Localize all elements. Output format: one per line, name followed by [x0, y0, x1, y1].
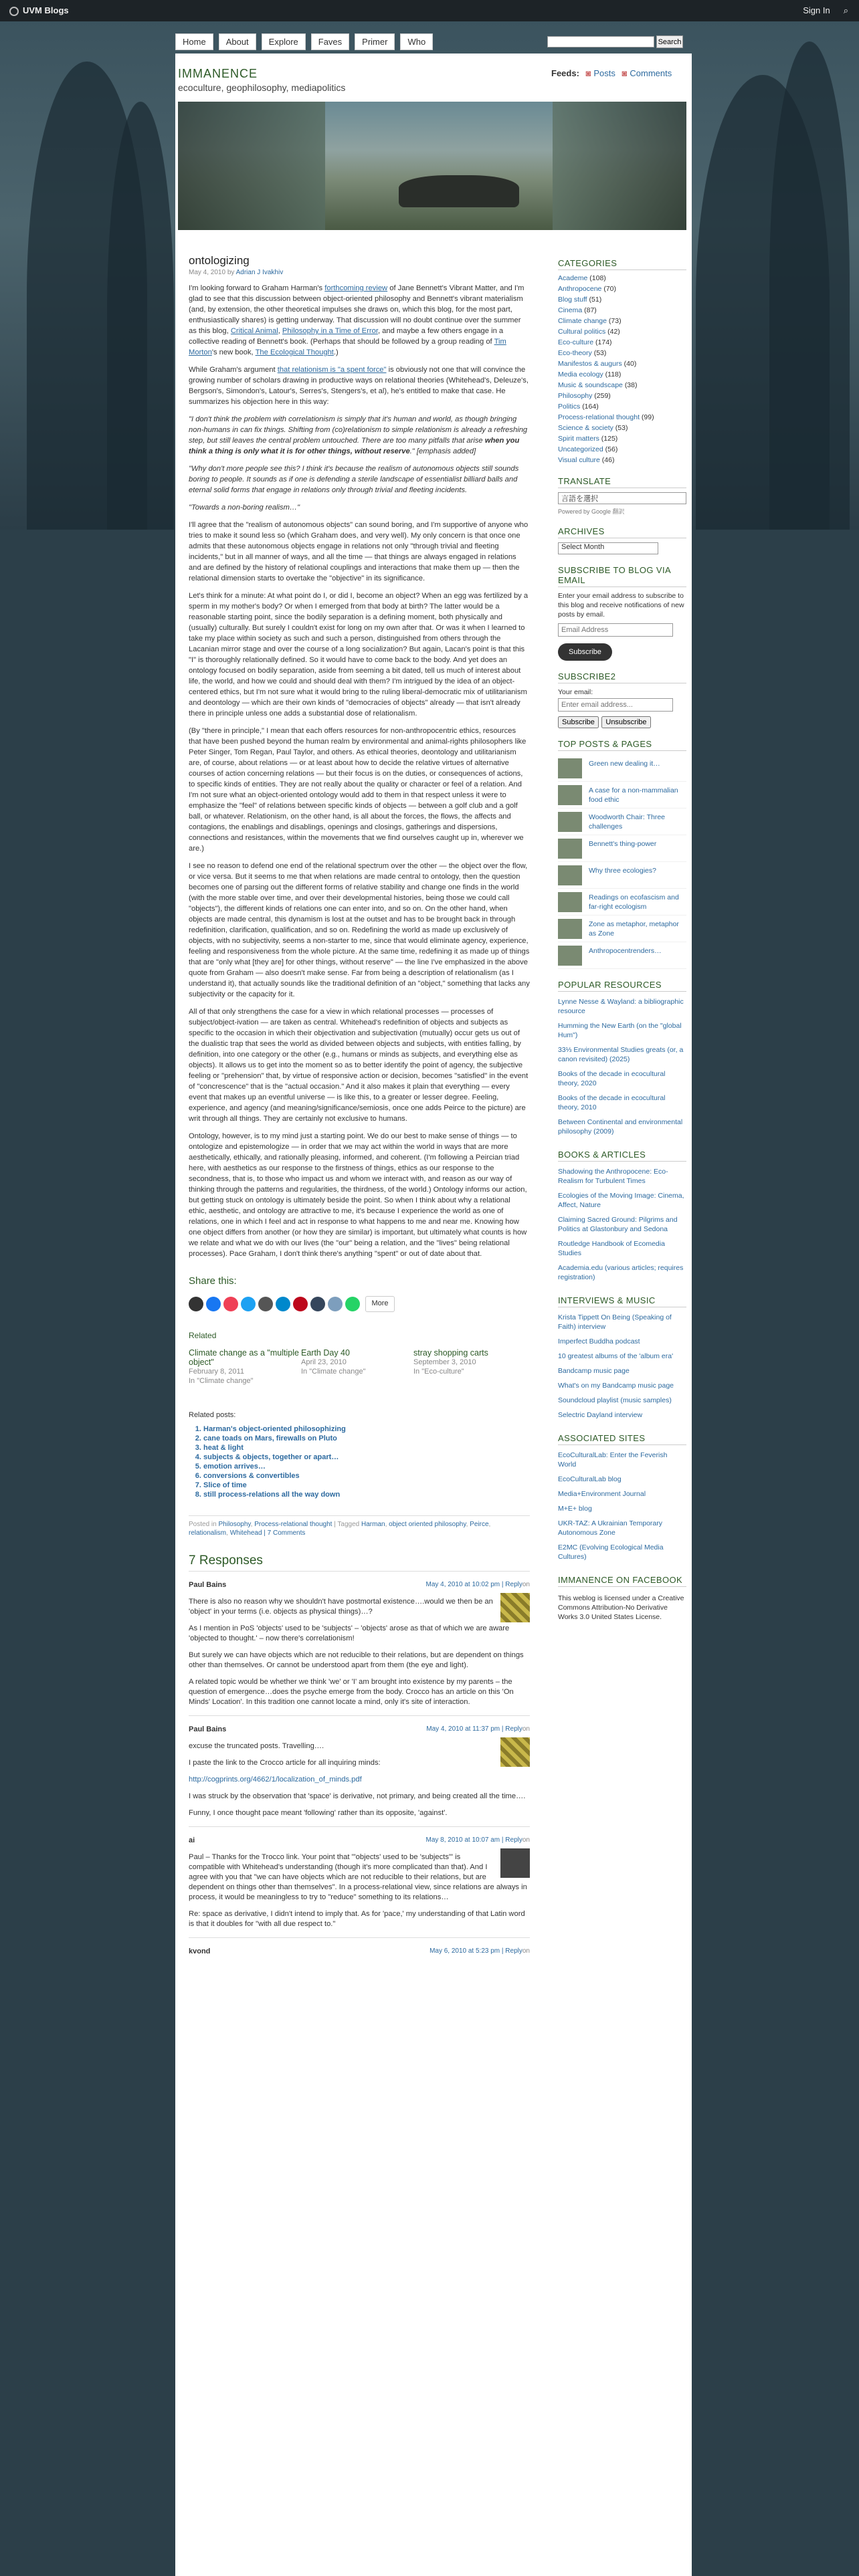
- post-thumbnail: [558, 839, 582, 859]
- category-item[interactable]: Science & society (53): [558, 424, 628, 432]
- unsubscribe-button[interactable]: Unsubscribe: [601, 716, 650, 728]
- avatar: [500, 1737, 530, 1767]
- tab-explore[interactable]: Explore: [262, 33, 306, 50]
- tumblr-share-icon[interactable]: [310, 1297, 325, 1311]
- comment-date-link[interactable]: May 4, 2010 at 11:37 pm: [426, 1725, 500, 1733]
- rss-icon: ◙: [585, 68, 591, 78]
- category-item[interactable]: Cinema (87): [558, 306, 597, 314]
- more-share-button[interactable]: More: [365, 1296, 394, 1312]
- subscribe-heading: SUBSCRIBE TO BLOG VIA EMAIL: [558, 565, 686, 587]
- music-link[interactable]: Imperfect Buddha podcast: [558, 1337, 640, 1346]
- post-meta: [189, 269, 530, 276]
- music-link[interactable]: Soundcloud playlist (music samples): [558, 1396, 672, 1404]
- associated-link[interactable]: Media+Environment Journal: [558, 1490, 646, 1498]
- category-item[interactable]: Academe (108): [558, 274, 606, 282]
- pinterest-share-icon[interactable]: [293, 1297, 308, 1311]
- tag-link[interactable]: Peirce: [470, 1521, 489, 1528]
- categories-heading: CATEGORIES: [558, 258, 686, 270]
- subscribe-text: Enter your email address to subscribe to this blog and receive notifications of new posts by email.: [558, 592, 684, 619]
- page-container: [175, 53, 692, 2576]
- twitter-share-icon[interactable]: [241, 1297, 256, 1311]
- related-post-link[interactable]: 7. Slice of time: [203, 1481, 530, 1490]
- blockquote: "Towards a non-boring realism…": [189, 504, 300, 512]
- related-item[interactable]: Climate change as a "multiple object" February 8, 2011 In "Climate change": [189, 1348, 299, 1385]
- related-post-link[interactable]: 3. heat & light: [203, 1443, 530, 1453]
- spent-force-link[interactable]: that relationism is "a spent force": [277, 366, 387, 374]
- feeds-label: Feeds:: [551, 68, 579, 78]
- facebook-share-icon[interactable]: [206, 1297, 221, 1311]
- paragraph: All of that only strengthens the case for a view in which relational processes — processes of subject/object-ivation — are taken as central. Whitehead's redefinition of objects and subjects as specific to the occasion in which their objectivation and subjectivation (mutually) occur gets us out of the dualistic trap that sees the world as divided between objects and subjects, with entities falling, by definition, into one category or the other (e.g., humans or minds as subjects, and everything else as objects). It allows us to get into the moment so as to better identify the point of agency, the subjective feeling or "prehension" that, by virtue of responsive action or decision, becomes "satisfied" in the event of "concrescence" that is the "actual occasion." And it also makes it plain that everything — every event that makes up an eventful universe — is like this, to a greater or lesser degree. Feeling, experience, and agency (and meaning/significance/semiosis, once one adds Peirce to the picture) are writ through all things. They are certainly not exclusive to humans.: [189, 1008, 529, 1123]
- comment-author: kvond: [189, 1947, 211, 1955]
- reply-link[interactable]: | Reply: [501, 1947, 522, 1955]
- blockquote: "Why don't more people see this? I think it's because the realism of autonomous objects still sounds boring to people. It sounds as if one is defending a sterile landscape of essentialist billiard balls and eternal solid forms that engage in relations only through trivial and fleeting incidents.: [189, 465, 519, 494]
- post-thumbnail: [558, 919, 582, 939]
- email-share-icon[interactable]: [189, 1297, 203, 1311]
- comment: Paul Bains on May 4, 2010 at 10:02 pm | Reply There is also no reason why we shouldn't have postmortal existence….would we then be an 'object' in your terms (i.e. objects as physical things)…? As I mention in PoS 'objects' used to be 'subjects' – 'objects' arose as that of which we are aware 'objected to thought.' – now there's correlationism! But surely we can have objects which are not reducible to their relations, but are dependent on things other than themselves. Or cannot be understood apart from them (the eye and light). A related topic would be whether we think 'we' or 'I' am brought into existence by my parents – the question of emergence…does the psyche emerge from the body. Crocco has an article on this 'On Minds' Location'. In this tradition one cannot locate a mind, only it's site of interaction.: [189, 1572, 530, 1716]
- abandoned-car: [399, 175, 519, 207]
- tag-link[interactable]: object oriented philosophy: [389, 1521, 466, 1528]
- by-label: by: [227, 269, 235, 276]
- powered-by-google: Powered by Google 翻訳: [558, 508, 625, 515]
- crocco-link[interactable]: http://cogprints.org/4662/1/localization_of_minds.pdf: [189, 1776, 362, 1784]
- review-link[interactable]: forthcoming review: [324, 284, 388, 292]
- popular-link[interactable]: Books of the decade in ecocultural theory, 2020: [558, 1070, 666, 1087]
- associated-link[interactable]: M+E+ blog: [558, 1505, 592, 1513]
- comment-date-link[interactable]: May 4, 2010 at 10:02 pm: [425, 1581, 500, 1588]
- category-item[interactable]: Spirit matters (125): [558, 435, 618, 443]
- top-post-item[interactable]: Why three ecologies?: [558, 862, 686, 889]
- subscribe2-email-input[interactable]: [558, 698, 673, 712]
- post-thumbnail: [558, 946, 582, 966]
- comment-date-link[interactable]: May 8, 2010 at 10:07 am: [425, 1836, 500, 1844]
- related-list: [189, 1348, 530, 1402]
- associated-link[interactable]: E2MC (Evolving Ecological Media Cultures): [558, 1543, 664, 1561]
- paragraph: Let's think for a minute: At what point do I, or did I, become an object? When an egg was fertilized by a sperm in my mother's body? Or when I emerged from that body at birth? The latter would be a reasonable starting point, since the bodily separation is a defining moment, both physically and (usually) culturally. But surely I couldn't exist for long on my own after that. Or was it when I learned to take my place within society as such and such a person, distinguished from others through the Lacanian mirror stage and over the course of a long socialization? But again, Lacan's point is that this "I" is thoroughly relationally defined. So it would have to come back to the body. And yet does an ontology focused on bodily separation, aside from seeming a bit dated, tell us much of interest about life, the world, and how we could and should deal with them? I'm intrigued by the idea of an object-centered ethics, but I'm not sure what it would bring to the ruling liberal-democratic mix of utilitarianism and deontology — which are their own kinds of "democracies of objects" already — that isn't already there in principle unless one adds a substantial dose of relationalism.: [189, 592, 529, 718]
- admin-site-name[interactable]: UVM Blogs: [23, 5, 69, 15]
- post-thumbnail: [558, 758, 582, 778]
- license-text: This weblog is licensed under a Creative Commons Attribution-No Derivative Works 3.0 United States License.: [558, 1594, 684, 1621]
- music-link[interactable]: 10 greatest albums of the 'album era': [558, 1352, 674, 1360]
- search-input[interactable]: [547, 36, 654, 47]
- category-item[interactable]: Visual culture (46): [558, 456, 615, 464]
- header-banner-image: [178, 102, 686, 230]
- pocket-share-icon[interactable]: [223, 1297, 238, 1311]
- associated-list: [558, 1448, 686, 1564]
- main-content: [189, 254, 530, 1965]
- critical-animal-link[interactable]: Critical Animal: [230, 327, 278, 335]
- popular-link[interactable]: Humming the New Earth (on the "global Hum"): [558, 1022, 682, 1039]
- paragraph: I'll agree that the "realism of autonomous objects" can sound boring, and I'm supportive of anyone who tries to make it sound less so (which Graham does, and very well). My only concern is that once one admits that these autonomous objects engage in relations not only "through trivial and fleeting incidents," but in all manner of ways, and all the time — that things are always engaged in relations and are defined by the history of relational couplings and interactions that make them up — then the relational dimension starts to overtake the "objective" in its significance.: [189, 521, 529, 582]
- music-link[interactable]: What's on my Bandcamp music page: [558, 1382, 674, 1390]
- associated-heading: ASSOCIATED SITES: [558, 1433, 686, 1445]
- feeds: [551, 68, 676, 78]
- subscribe-button[interactable]: Subscribe: [558, 643, 612, 661]
- related-post-link[interactable]: 8. still process-relations all the way down: [203, 1490, 530, 1499]
- related-item[interactable]: stray shopping carts September 3, 2010 In "Eco-culture": [413, 1348, 488, 1376]
- related-posts: [189, 1411, 530, 1499]
- related-post-link[interactable]: 6. conversions & convertibles: [203, 1471, 530, 1481]
- category-item[interactable]: Climate change (73): [558, 317, 622, 325]
- music-link[interactable]: Selectric Dayland interview: [558, 1411, 643, 1419]
- whatsapp-share-icon[interactable]: [345, 1297, 360, 1311]
- feed-comments-link[interactable]: Comments: [630, 68, 672, 78]
- top-posts-heading: TOP POSTS & PAGES: [558, 739, 686, 751]
- category-item[interactable]: Cultural politics (42): [558, 328, 620, 336]
- wordpress-icon: [9, 7, 19, 16]
- comment: ai on May 8, 2010 at 10:07 am | Reply Paul – Thanks for the Trocco link. Your point that "'objects' used to be 'subjects'" is compatible with Whitehead's understanding (though it's more complicated than that). And I agree with you that "we can have objects which are not reducible to their relations, but are dependent on things other than themselves". In a process-relational view, since relations are always in process, it would be meaningless to try to "reduce" something to its relations… Re: space as derivative, I didn't intend to imply that. As for 'pace,' my understanding of that Latin word is that it doubles for "with all due respect to.": [189, 1827, 530, 1938]
- paragraph: While Graham's argument that relationism is "a spent force" is obviously not one that will convince the growing number of scholars drawing in productive ways on relational theories (Whitehead's, Deleuze's, Bergson's, Simondon's, Latour's, Serres's, Stengers's, et al), he's entitled to make that case. He summarizes his objection here in this way:: [189, 366, 529, 406]
- post-body: [189, 283, 530, 1259]
- book-link[interactable]: Claiming Sacred Ground: Pilgrims and Politics at Glastonbury and Sedona: [558, 1216, 678, 1233]
- share-heading: Share this:: [189, 1275, 237, 1287]
- top-post-item[interactable]: Anthropocentrenders…: [558, 942, 686, 969]
- tim-morton-link[interactable]: Tim Morton: [189, 338, 506, 356]
- book-link[interactable]: Academia.edu (various articles; requires registration): [558, 1264, 684, 1281]
- paragraph: (By "there in principle," I mean that each offers resources for non-anthropocentric ethics, resources that have been pushed beyond the human realm by environmental and animal-rights philosophers like Peter Singer, Tom Regan, Paul Taylor, and others. As ethical theories, deontology and utilitarianism are, of course, about relations — or at least about how to decide the relative virtues of alternative courses of action concerning relations — but their focus is on the duties, or consequences of actions, to specific kinds of entities. They are not really about the quality or character or feel of a relation. And I'm not sure what an object-oriented ontology would add to them in that respect unless it were to emphasize the "feel" of relations between specific kinds of objects — between a golf club and a golf ball, or whatever. Relationism, on the other hand, is all about the forces, the flows, the affects and contagions, the enablings and disablings, openings and closings, gatherings and dispersions, connections and resistances, within the movements that we find ourselves caught up in, wherever we are.): [189, 727, 527, 853]
- category-item[interactable]: Manifestos & augurs (40): [558, 360, 637, 368]
- subscribe2-heading: SUBSCRIBE2: [558, 671, 686, 683]
- related-item[interactable]: Earth Day 40 April 23, 2010 In "Climate change": [301, 1348, 366, 1376]
- reply-link[interactable]: | Reply: [501, 1581, 522, 1588]
- comment-author: Paul Bains: [189, 1725, 227, 1733]
- paragraph: I'm looking forward to Graham Harman's forthcoming review of Jane Bennett's Vibrant Matter, and I'm glad to see that this discussion between object-oriented philosophy and Bennett's vibrant materialism (and, by extension, the other theoretical impulses she draws on, which this blog, for the most part, enthusiastically shares) is getting underway. That discussion will no doubt continue over the summer as this blog, Critical Animal, Philosophy in a Time of Error, and maybe a few others engage in a collective reading of Bennett's book. (Perhaps that should be followed by a group reading of Tim Morton's new book, The Ecological Thought.): [189, 284, 524, 356]
- reply-link[interactable]: | Reply: [501, 1725, 522, 1733]
- tab-faves[interactable]: Faves: [311, 33, 349, 50]
- music-link[interactable]: Bandcamp music page: [558, 1367, 630, 1375]
- post-thumbnail: [558, 785, 582, 805]
- print-share-icon[interactable]: [258, 1297, 273, 1311]
- tab-about[interactable]: About: [219, 33, 256, 50]
- top-post-item[interactable]: Zone as metaphor, metaphor as Zone: [558, 916, 686, 942]
- categories-list: [558, 273, 686, 465]
- tag-link[interactable]: Whitehead: [229, 1529, 262, 1537]
- archives-heading: ARCHIVES: [558, 526, 686, 538]
- archives-select[interactable]: Select Month: [558, 542, 658, 554]
- post-thumbnail: [558, 812, 582, 832]
- site-title[interactable]: IMMANENCE: [178, 67, 258, 80]
- feed-posts-link[interactable]: Posts: [593, 68, 615, 78]
- responses-heading: 7 Responses: [189, 1553, 530, 1572]
- avatar: [500, 1848, 530, 1878]
- email-input[interactable]: [558, 623, 673, 637]
- tab-home[interactable]: Home: [175, 33, 213, 50]
- music-list: [558, 1310, 686, 1422]
- philosophy-error-link[interactable]: Philosophy in a Time of Error: [282, 327, 378, 335]
- top-post-item[interactable]: Woodworth Chair: Three challenges: [558, 809, 686, 835]
- facebook-heading[interactable]: IMMANENCE ON FACEBOOK: [558, 1575, 686, 1587]
- book-link[interactable]: Shadowing the Anthropocene: Eco-Realism for Turbulent Times: [558, 1168, 668, 1185]
- popular-link[interactable]: Lynne Nesse & Wayland: a bibliographic resource: [558, 998, 684, 1015]
- related-post-link[interactable]: 1. Harman's object-oriented philosophizing: [203, 1424, 530, 1434]
- post-title[interactable]: ontologizing: [189, 254, 250, 267]
- category-item[interactable]: Uncategorized (56): [558, 445, 618, 453]
- related-heading: Related: [189, 1331, 217, 1340]
- telegram-share-icon[interactable]: [276, 1297, 290, 1311]
- translate-heading: TRANSLATE: [558, 476, 686, 488]
- reply-link[interactable]: | Reply: [501, 1836, 522, 1844]
- sidebar: [558, 247, 686, 1622]
- top-post-item[interactable]: Readings on ecofascism and far-right ecologism: [558, 889, 686, 916]
- post-tags: Posted in Philosophy, Process-relational thought | Tagged Harman, object oriented philosophy, Peirce, relationalism, Whitehead | 7 Comments: [189, 1515, 530, 1537]
- subscribe2-button[interactable]: Subscribe: [558, 716, 599, 728]
- comment-author: ai: [189, 1836, 195, 1844]
- comment: Paul Bains on May 4, 2010 at 11:37 pm | Reply excuse the truncated posts. Travelling…. I paste the link to the Crocco article for all inquiring minds: http://cogprints.org/4662/1/localization_of_minds.pdf I was struck by the observation that 'space' is derivative, not primary, and being created all the time…. Funny, I once thought pace meant 'following' rather than its opposite, 'against'.: [189, 1716, 530, 1827]
- related-post-link[interactable]: 5. emotion arrives…: [203, 1462, 530, 1471]
- category-item[interactable]: Politics (164): [558, 403, 599, 411]
- site-tagline: ecoculture, geophilosophy, mediapolitics: [178, 82, 346, 93]
- associated-link[interactable]: UKR-TAZ: A Ukrainian Temporary Autonomous Zone: [558, 1519, 662, 1537]
- category-item[interactable]: Eco-culture (174): [558, 338, 612, 346]
- popular-link[interactable]: 33⅓ Environmental Studies greats (or, a canon revisited) (2025): [558, 1046, 684, 1063]
- associated-link[interactable]: EcoCulturalLab: Enter the Feverish World: [558, 1451, 668, 1469]
- sign-in-link[interactable]: Sign In: [803, 5, 830, 15]
- paragraph: I see no reason to defend one end of the relational spectrum over the other — the object over the flow, or vice versa. But it seems to me that when relations are made central to ontology, then the question becomes one of parsing out the different forms of relative stability and change one finds in the world (with the more stable over time, and over their developmental histories, being those we could call "objects"), the different kinds of relations one can enter into, and so on. On the other hand, when objects are made central, this dynamism is lost at the outset and has to be brought back in through redefinition, clarification, qualification, and so on. Redefining the world as made up exclusively of objects, with no subjectivity, seems a non-starter to me, since that would eliminate agency, experience, feeling and responsiveness from the whole picture. At the same time, redefining it as made up of things that are "only what [they are] for other things, without reserve" — the line I've emphasized in the above quote from Graham — also doesn't make sense. Far from being a description of relationalism (as I understand it), that actually sounds like the traditional definition of an "object," something that lacks any subjectivity or the capacity for it.: [189, 862, 530, 998]
- popular-list: [558, 994, 686, 1139]
- site-menu[interactable]: [9, 5, 69, 16]
- post-thumbnail: [558, 892, 582, 912]
- category-item[interactable]: Blog stuff (51): [558, 296, 602, 304]
- tag-link[interactable]: relationalism: [189, 1529, 227, 1537]
- avatar: [500, 1593, 530, 1622]
- share-buttons: [189, 1296, 530, 1313]
- popular-link[interactable]: Books of the decade in ecocultural theory, 2010: [558, 1094, 666, 1111]
- language-select[interactable]: 言語を選択: [558, 492, 686, 504]
- rss-icon: ◙: [622, 68, 628, 78]
- music-link[interactable]: Krista Tippett On Being (Speaking of Faith) interview: [558, 1313, 672, 1331]
- category-item[interactable]: Music & soundscape (38): [558, 381, 638, 389]
- search-icon[interactable]: ⌕: [843, 5, 848, 15]
- category-link[interactable]: Process-relational thought: [254, 1521, 332, 1528]
- ecological-thought-link[interactable]: The Ecological Thought: [255, 348, 334, 356]
- associated-link[interactable]: EcoCulturalLab blog: [558, 1475, 622, 1483]
- your-email-label: Your email:: [558, 688, 593, 696]
- top-post-item[interactable]: Green new dealing it…: [558, 755, 686, 782]
- comment: kvond on May 6, 2010 at 5:23 pm | Reply: [189, 1947, 530, 1955]
- post-thumbnail: [558, 865, 582, 885]
- category-item[interactable]: Anthropocene (70): [558, 285, 616, 293]
- top-post-item[interactable]: A case for a non-mammalian food ethic: [558, 782, 686, 809]
- popular-heading: POPULAR RESOURCES: [558, 980, 686, 992]
- category-item[interactable]: Philosophy (259): [558, 392, 611, 400]
- related-post-link[interactable]: 4. subjects & objects, together or apart…: [203, 1453, 530, 1462]
- category-item[interactable]: Process-relational thought (99): [558, 413, 654, 421]
- comments-count-link[interactable]: | 7 Comments: [264, 1529, 306, 1537]
- author-link[interactable]: Adrian J Ivakhiv: [235, 269, 284, 276]
- paragraph: Ontology, however, is to my mind just a starting point. We do our best to make sense of things — to ontologize and epistemologize — in order that we may act within the world in ways that are more aesthetically, ethically, and rationally pleasing, informed, and coherent. (I'm following a Peircian triad here, with aesthetics as our response to the firstness of things, ethics as our response to the secondness, that is, to those who impact us and whom we interact with, and reason as our way of thinking through the patterns and regularities, the thirdness, of the world.) Ontology informs our action, but getting stuck on ontology is ultimately beside the point. So when I think about why a relational ethic, aesthetic, and ontology are attractive to me, it's because I experience the world as one of relations, one in which I feel and act in response to what happens to me and near me. Knowing how one object differs from another (or how they are similar) is important, but ultimately what counts is how we relate and what we do with our lives (the "our" being a relation, and the "lives" being relational processes). Pace Graham, I don't think there's anything "spent" or out of date about that.: [189, 1132, 527, 1258]
- comment-author: Paul Bains: [189, 1581, 227, 1589]
- books-heading: BOOKS & ARTICLES: [558, 1150, 686, 1162]
- related-post-link[interactable]: 2. cane toads on Mars, firewalls on Pluto: [203, 1434, 530, 1443]
- category-link[interactable]: Philosophy: [218, 1521, 251, 1528]
- book-link[interactable]: Routledge Handbook of Ecomedia Studies: [558, 1240, 665, 1257]
- tag-link[interactable]: Harman: [361, 1521, 385, 1528]
- comment-date-link[interactable]: May 6, 2010 at 5:23 pm: [430, 1947, 500, 1955]
- post-date: May 4, 2010: [189, 269, 226, 276]
- category-item[interactable]: Media ecology (118): [558, 370, 622, 379]
- music-heading: INTERVIEWS & MUSIC: [558, 1295, 686, 1307]
- tab-primer[interactable]: Primer: [355, 33, 395, 50]
- popular-link[interactable]: Between Continental and environmental philosophy (2009): [558, 1118, 683, 1136]
- reddit-share-icon[interactable]: [328, 1297, 343, 1311]
- admin-bar: [0, 0, 859, 21]
- category-item[interactable]: Eco-theory (53): [558, 349, 607, 357]
- top-posts-list: [558, 755, 686, 969]
- related-posts-label: Related posts:: [189, 1411, 236, 1419]
- tab-who[interactable]: Who: [400, 33, 433, 50]
- book-link[interactable]: Ecologies of the Moving Image: Cinema, Affect, Nature: [558, 1192, 684, 1209]
- top-post-item[interactable]: Bennett's thing-power: [558, 835, 686, 862]
- books-list: [558, 1164, 686, 1285]
- search-button[interactable]: Search: [656, 35, 683, 48]
- blockquote: "I don't think the problem with correlationism is simply that it's human and world, as though bringing non-humans in can fix things. Shifting from (co)relationism to simple relationism is already a refreshing step, but still leaves the central problem untouched. There are too many pitfalls that arise when you think a thing is only what it is for other things, without reserve." [emphasis added]: [189, 415, 528, 455]
